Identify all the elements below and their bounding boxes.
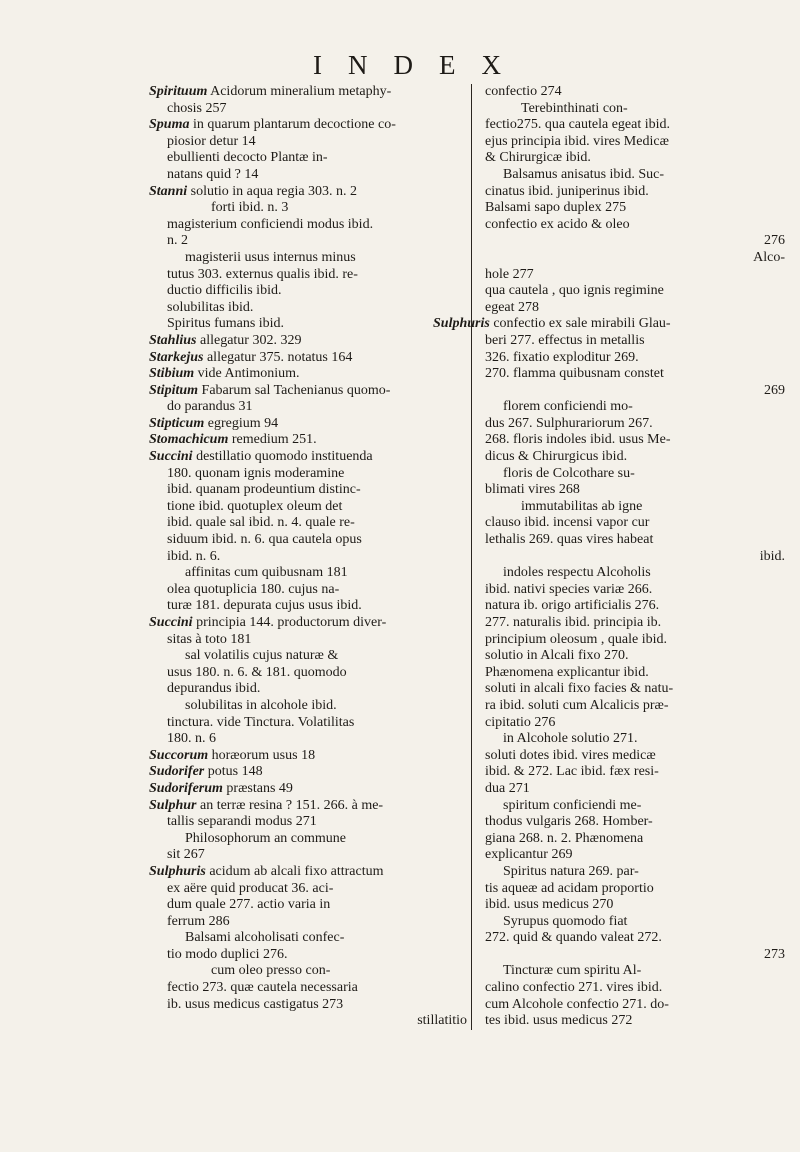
index-line — [485, 598, 785, 615]
index-line — [149, 748, 467, 765]
index-line — [485, 515, 785, 532]
index-line — [149, 233, 467, 250]
index-line — [149, 814, 467, 831]
entry-text: tallis separandi modus 271 — [167, 814, 317, 830]
entry-text: 326. fixatio exploditur 269. — [485, 349, 639, 365]
entry-text: ferrum 286 — [167, 913, 230, 929]
headword: Sudorifer — [149, 764, 205, 780]
entry-text: ejus principia ibid. vires Medicæ — [485, 133, 669, 149]
entry-text: dua 271 — [485, 780, 530, 796]
entry-text: & Chirurgicæ ibid. — [485, 150, 591, 166]
index-line — [485, 731, 785, 748]
index-line — [149, 532, 467, 549]
entry-text: blimati vires 268 — [485, 482, 580, 498]
index-line — [485, 499, 785, 516]
index-line — [485, 980, 785, 997]
entry-text: soluti in alcali fixo facies & natu- — [485, 681, 674, 697]
index-line — [149, 914, 467, 931]
index-line — [149, 399, 467, 416]
index-line — [149, 333, 467, 350]
entry-text: sal volatilis cujus naturæ & — [185, 648, 339, 664]
entry-text: ibid. usus medicus 270 — [485, 897, 614, 913]
entry-text: egregium 94 — [204, 415, 279, 431]
headword: Starkejus — [149, 349, 204, 365]
entry-text: cipitatio 276 — [485, 714, 556, 730]
entry-text: cinatus ibid. juniperinus ibid. — [485, 183, 649, 199]
entry-text: tinctura. vide Tinctura. Volatilitas — [167, 714, 355, 730]
entry-text: ductio difficilis ibid. — [167, 283, 282, 299]
index-line — [485, 134, 785, 151]
headword: Spirituum — [149, 84, 208, 99]
entry-text: in quarum plantarum decoctione co- — [189, 117, 396, 133]
entry-text: 276 — [764, 233, 785, 249]
index-line — [485, 333, 785, 350]
index-line — [149, 366, 467, 383]
headword: Succini — [149, 449, 193, 465]
entry-text: spiritum conficiendi me- — [503, 797, 642, 813]
index-line — [485, 897, 785, 914]
index-line — [485, 283, 785, 300]
index-line — [149, 798, 467, 815]
index-line — [485, 1013, 785, 1030]
headword: Stibium — [149, 366, 195, 382]
index-line — [485, 864, 785, 881]
entry-text: cum oleo presso con- — [211, 963, 331, 979]
index-line — [149, 350, 467, 367]
index-line — [149, 781, 467, 798]
entry-text: tio modo duplici 276. — [167, 946, 288, 962]
headword: Stanni — [149, 183, 188, 199]
entry-text: Acidorum mineralium metaphy- — [207, 84, 392, 99]
entry-text: clauso ibid. incensi vapor cur — [485, 515, 650, 531]
index-line — [485, 698, 785, 715]
entry-text: indoles respectu Alcoholis — [503, 565, 651, 581]
entry-text: confectio ex acido & oleo — [485, 216, 630, 232]
index-line — [485, 748, 785, 765]
entry-text: Alco- — [753, 249, 785, 265]
index-line — [149, 615, 467, 632]
entry-text: Balsamus anisatus ibid. Suc- — [503, 166, 664, 182]
entry-text: affinitas cum quibusnam 181 — [185, 565, 348, 581]
headword: Stahlius — [149, 332, 197, 348]
entry-text: Fabarum sal Tachenianus quomo- — [198, 382, 391, 398]
index-line — [149, 698, 467, 715]
index-line — [149, 632, 467, 649]
entry-text: qua cautela , quo ignis regimine — [485, 283, 664, 299]
entry-text: horæorum usus 18 — [208, 747, 316, 763]
index-line — [149, 449, 467, 466]
entry-text: piosior detur 14 — [167, 133, 256, 149]
index-line — [149, 101, 467, 118]
index-line — [485, 764, 785, 781]
entry-text: an terræ resina ? 151. 266. à me- — [196, 797, 384, 813]
index-line — [485, 482, 785, 499]
index-line — [485, 963, 785, 980]
index-line — [485, 947, 785, 964]
index-line — [149, 980, 467, 997]
index-line — [149, 150, 467, 167]
index-line — [485, 997, 785, 1014]
entry-text: 269 — [764, 382, 785, 398]
entry-text: remedium 251. — [228, 432, 317, 448]
index-line — [485, 300, 785, 317]
entry-text: ebullienti decocto Plantæ in- — [167, 150, 328, 166]
entry-text: Phænomena explicantur ibid. — [485, 664, 649, 680]
index-line — [149, 499, 467, 516]
entry-text: immutabilitas ab igne — [521, 498, 643, 514]
index-line — [149, 930, 467, 947]
entry-text: ra ibid. soluti cum Alcalicis præ- — [485, 697, 669, 713]
index-line — [485, 449, 785, 466]
entry-text: allegatur 302. 329 — [196, 332, 302, 348]
entry-text: Balsami alcoholisati confec- — [185, 930, 345, 946]
index-line — [485, 432, 785, 449]
index-line — [485, 665, 785, 682]
entry-text: do parandus 31 — [167, 399, 253, 415]
index-line — [149, 250, 467, 267]
entry-text: dicus & Chirurgicus ibid. — [485, 449, 628, 465]
entry-text: vide Antimonium. — [194, 366, 300, 382]
headword: Succini — [149, 615, 193, 630]
index-line — [149, 167, 467, 184]
entry-text: allegatur 375. notatus 164 — [203, 349, 353, 365]
index-line — [485, 117, 785, 134]
entry-text: tis aqueæ ad acidam proportio — [485, 880, 654, 896]
headword: Stomachicum — [149, 432, 229, 448]
entry-text: dus 267. Sulphurariorum 267. — [485, 415, 653, 431]
entry-text: confectio 274 — [485, 84, 562, 99]
entry-text: usus 180. n. 6. & 181. quomodo — [167, 664, 347, 680]
index-line — [149, 665, 467, 682]
entry-text: stillatitio — [417, 1013, 467, 1029]
entry-text: 180. n. 6 — [167, 731, 216, 747]
entry-text: lethalis 269. quas vires habeat — [485, 532, 654, 548]
index-line — [485, 914, 785, 931]
entry-text: tes ibid. usus medicus 272 — [485, 1013, 633, 1029]
entry-text: Balsami sapo duplex 275 — [485, 200, 627, 216]
entry-text: Tincturæ cum spiritu Al- — [503, 963, 642, 979]
entry-text: cum Alcohole confectio 271. do- — [485, 996, 669, 1012]
entry-text: sit 267 — [167, 847, 205, 863]
index-line — [485, 167, 785, 184]
index-line — [149, 84, 467, 101]
index-line — [149, 283, 467, 300]
entry-text: hole 277 — [485, 266, 534, 282]
index-line — [433, 316, 785, 333]
index-line — [485, 84, 785, 101]
entry-text: magisterium conficiendi modus ibid. — [167, 216, 374, 232]
entry-text: Syrupus quomodo fiat — [503, 913, 628, 929]
entry-text: magisterii usus internus minus — [185, 249, 356, 265]
index-line — [485, 814, 785, 831]
index-line — [149, 466, 467, 483]
headword: Sulphur — [149, 797, 197, 813]
index-line — [485, 831, 785, 848]
index-line — [485, 681, 785, 698]
entry-text: explicantur 269 — [485, 847, 573, 863]
index-line — [149, 300, 467, 317]
index-line — [149, 217, 467, 234]
index-line — [149, 416, 467, 433]
index-line — [485, 150, 785, 167]
headword: Sudoriferum — [149, 780, 223, 796]
index-line — [485, 200, 785, 217]
entry-text: dum quale 277. actio varia in — [167, 897, 331, 913]
entry-text: confectio ex sale mirabili Glau- — [489, 316, 671, 332]
entry-text: Terebinthinati con- — [521, 100, 628, 116]
index-line — [149, 134, 467, 151]
index-line — [149, 482, 467, 499]
entry-text: floris de Colcothare su- — [503, 465, 635, 481]
entry-text: depurandus ibid. — [167, 681, 261, 697]
index-line — [485, 350, 785, 367]
entry-text: n. 2 — [167, 233, 188, 249]
index-line — [149, 200, 467, 217]
index-line — [485, 101, 785, 118]
index-line — [149, 549, 467, 566]
index-line — [485, 267, 785, 284]
index-line — [149, 681, 467, 698]
index-line — [149, 184, 467, 201]
index-line — [149, 864, 467, 881]
entry-text: in Alcohole solutio 271. — [503, 731, 638, 747]
headword: Stipticum — [149, 415, 205, 431]
index-line — [149, 731, 467, 748]
index-line — [149, 582, 467, 599]
index-line — [149, 515, 467, 532]
index-line — [485, 233, 785, 250]
entry-text: 268. floris indoles ibid. usus Me- — [485, 432, 671, 448]
headword: Stipitum — [149, 382, 199, 398]
entry-text: natans quid ? 14 — [167, 166, 259, 182]
entry-text: calino confectio 271. vires ibid. — [485, 980, 663, 996]
entry-text: acidum ab alcali fixo attractum — [205, 863, 384, 879]
index-line — [149, 648, 467, 665]
entry-text: siduum ibid. n. 6. qua cautela opus — [167, 532, 362, 548]
entry-text: fectio275. qua cautela egeat ibid. — [485, 117, 671, 133]
index-line — [485, 632, 785, 649]
headword: Sulphuris — [433, 316, 490, 332]
index-line — [149, 897, 467, 914]
index-line — [485, 615, 785, 632]
entry-text: principia 144. productorum diver- — [192, 615, 387, 630]
entry-text: egeat 278 — [485, 299, 540, 315]
index-line — [485, 781, 785, 798]
index-line — [485, 798, 785, 815]
entry-text: 272. quid & quando valeat 272. — [485, 930, 662, 946]
entry-text: potus 148 — [204, 764, 263, 780]
entry-text: thodus vulgaris 268. Homber- — [485, 814, 653, 830]
index-line — [485, 648, 785, 665]
index-line — [149, 963, 467, 980]
entry-text: 277. naturalis ibid. principia ib. — [485, 615, 662, 630]
entry-text: solutio in Alcali fixo 270. — [485, 648, 629, 664]
index-line — [149, 947, 467, 964]
entry-text: tutus 303. externus qualis ibid. re- — [167, 266, 358, 282]
entry-text: Spiritus fumans ibid. — [167, 316, 285, 332]
entry-text: beri 277. effectus in metallis — [485, 332, 645, 348]
index-line — [149, 267, 467, 284]
index-line — [485, 416, 785, 433]
entry-text: ib. usus medicus castigatus 273 — [167, 996, 344, 1012]
index-line — [149, 383, 467, 400]
entry-text: tione ibid. quotuplex oleum det — [167, 498, 343, 514]
page-header: INDEX — [313, 50, 527, 80]
index-line — [485, 184, 785, 201]
index-line — [149, 598, 467, 615]
index-line — [149, 1013, 467, 1030]
index-line — [485, 366, 785, 383]
entry-text: turæ 181. depurata cujus usus ibid. — [167, 598, 362, 614]
entry-text: 270. flamma quibusnam constet — [485, 366, 664, 382]
index-line — [485, 466, 785, 483]
index-line — [149, 117, 467, 134]
index-line — [485, 565, 785, 582]
entry-text: Philosophorum an commune — [185, 830, 346, 846]
entry-text: ibid. n. 6. — [167, 548, 221, 564]
entry-text: florem conficiendi mo- — [503, 399, 633, 415]
index-line — [485, 549, 785, 566]
index-line — [485, 532, 785, 549]
entry-text: principium oleosum , quale ibid. — [485, 631, 667, 647]
headword: Spuma — [149, 117, 190, 133]
index-line — [485, 881, 785, 898]
left-column — [149, 84, 472, 1030]
index-line — [485, 383, 785, 400]
index-line — [149, 715, 467, 732]
index-line — [485, 250, 785, 267]
entry-text: ibid. quanam prodeuntium distinc- — [167, 482, 361, 498]
index-line — [149, 881, 467, 898]
entry-text: fectio 273. quæ cautela necessaria — [167, 980, 358, 996]
entry-text: destillatio quomodo instituenda — [192, 449, 373, 465]
index-line — [485, 715, 785, 732]
entry-text: chosis 257 — [167, 100, 227, 116]
index-line — [485, 217, 785, 234]
entry-text: forti ibid. n. 3 — [211, 200, 289, 216]
entry-text: soluti dotes ibid. vires medicæ — [485, 747, 656, 763]
headword: Sulphuris — [149, 863, 206, 879]
headword: Succorum — [149, 747, 209, 763]
index-line — [149, 831, 467, 848]
index-line — [149, 764, 467, 781]
entry-text: natura ib. origo artificialis 276. — [485, 598, 660, 614]
entry-text: ibid. nativi species variæ 266. — [485, 581, 653, 597]
index-line — [485, 582, 785, 599]
entry-text: ibid. quale sal ibid. n. 4. quale re- — [167, 515, 355, 531]
index-line — [485, 399, 785, 416]
entry-text: ibid. & 272. Lac ibid. fæx resi- — [485, 764, 659, 780]
entry-text: 273 — [764, 946, 785, 962]
entry-text: Spiritus natura 269. par- — [503, 863, 639, 879]
index-line — [149, 432, 467, 449]
entry-text: ibid. — [759, 548, 785, 564]
entry-text: olea quotuplicia 180. cujus na- — [167, 581, 340, 597]
entry-text: sitas à toto 181 — [167, 631, 252, 647]
entry-text: ex aëre quid producat 36. aci- — [167, 880, 334, 896]
entry-text: solubilitas in alcohole ibid. — [185, 697, 337, 713]
index-line — [149, 565, 467, 582]
index-line — [149, 847, 467, 864]
entry-text: 180. quonam ignis moderamine — [167, 465, 345, 481]
index-line — [485, 930, 785, 947]
index-line — [485, 847, 785, 864]
entry-text: præstans 49 — [222, 780, 293, 796]
index-line — [149, 997, 467, 1014]
entry-text: solutio in aqua regia 303. n. 2 — [187, 183, 358, 199]
entry-text: giana 268. n. 2. Phænomena — [485, 830, 644, 846]
index-line — [149, 316, 467, 333]
entry-text: solubilitas ibid. — [167, 299, 254, 315]
